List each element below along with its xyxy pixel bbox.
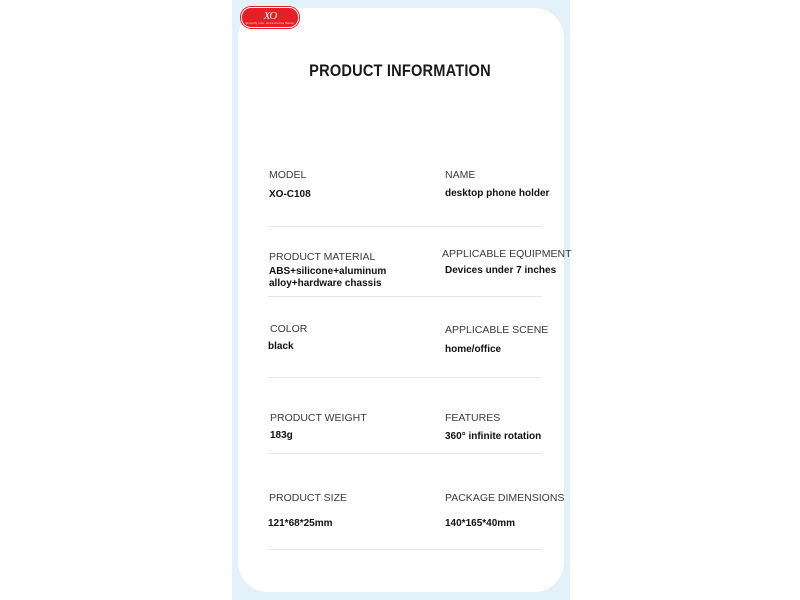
scene-label: APPLICABLE SCENE (445, 324, 549, 336)
features-value: 360° infinite rotation (445, 431, 542, 442)
info-card (238, 8, 564, 592)
scene-value: home/office (445, 344, 502, 355)
material-value-line-2: alloy+hardware chassis (269, 278, 382, 289)
color-label: COLOR (270, 323, 308, 335)
page-title: PRODUCT INFORMATION (309, 61, 491, 80)
model-label: MODEL (269, 169, 307, 181)
package-value: 140*165*40mm (445, 518, 516, 529)
brand-logo-tagline: Simplify Life, Accessorize Better (245, 20, 295, 25)
color-value: black (268, 341, 294, 352)
size-label: PRODUCT SIZE (269, 492, 347, 504)
divider-row-3 (268, 377, 542, 378)
equipment-label: APPLICABLE EQUIPMENT (442, 248, 572, 260)
divider-row-4 (268, 453, 542, 454)
brand-logo (241, 7, 299, 28)
weight-label: PRODUCT WEIGHT (270, 412, 367, 424)
features-label: FEATURES (445, 412, 501, 424)
divider-row-1 (268, 226, 542, 227)
divider-row-5 (268, 549, 542, 550)
weight-value: 183g (270, 430, 293, 441)
equipment-value: Devices under 7 inches (445, 265, 557, 276)
size-value: 121*68*25mm (268, 518, 333, 529)
material-value-line-1: ABS+silicone+aluminum (269, 266, 387, 277)
name-value: desktop phone holder (445, 188, 550, 199)
brand-logo-mark: XO (263, 9, 277, 22)
material-label: PRODUCT MATERIAL (269, 251, 376, 263)
package-label: PACKAGE DIMENSIONS (445, 492, 565, 504)
divider-row-2 (268, 296, 542, 297)
name-label: NAME (445, 169, 476, 181)
model-value: XO-C108 (269, 189, 311, 200)
